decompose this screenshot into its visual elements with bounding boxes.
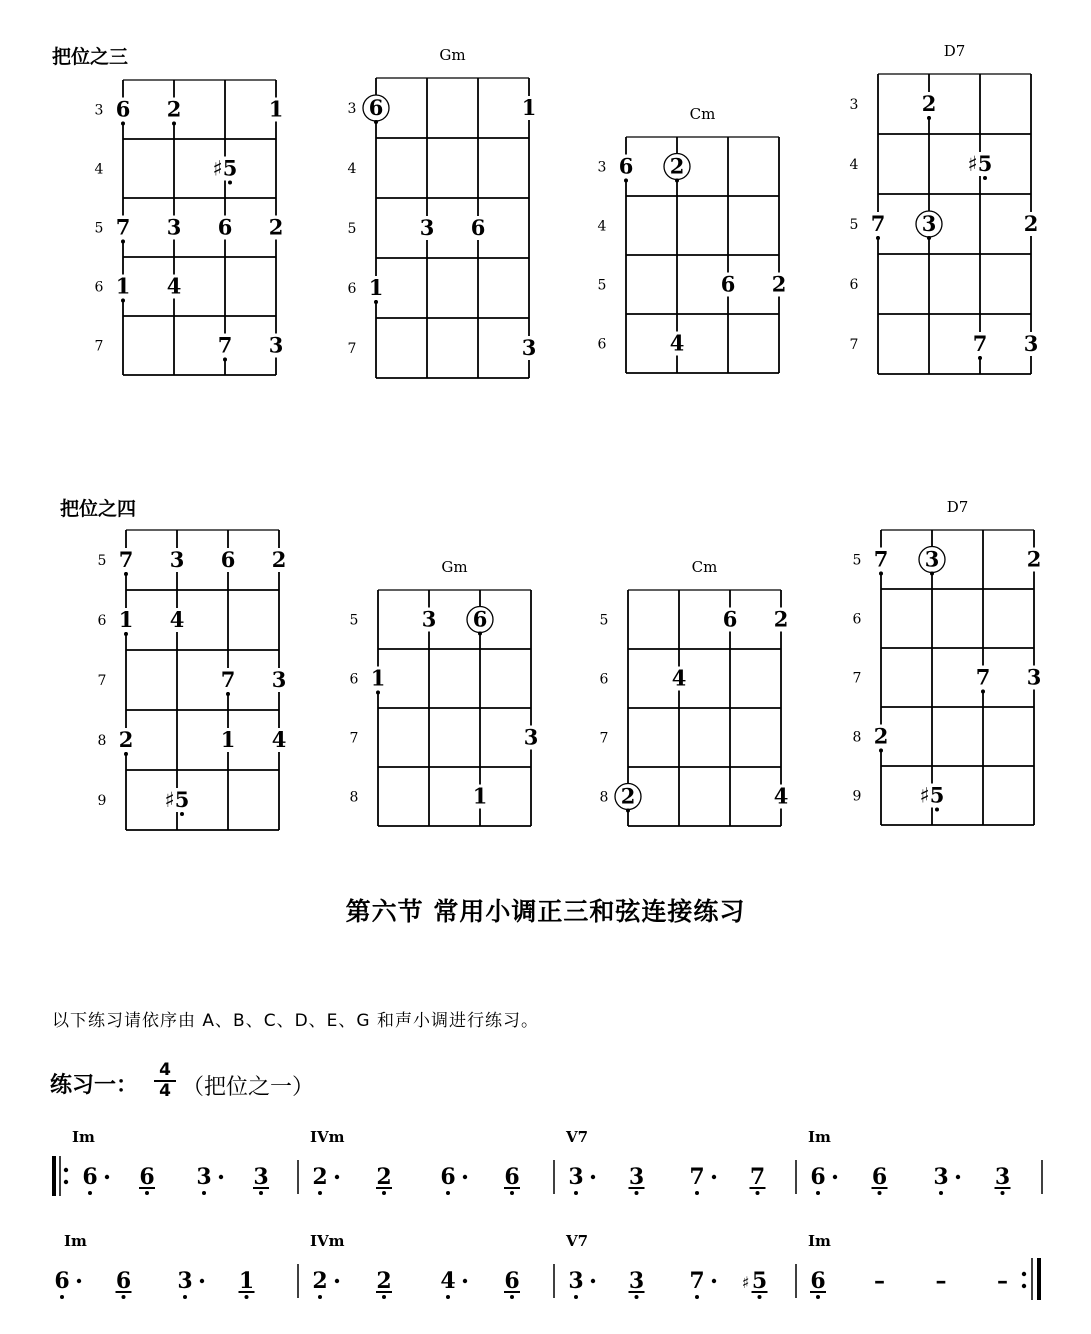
- svg-text:6: 6: [139, 1164, 155, 1190]
- fret-number: 6: [852, 611, 862, 628]
- score-note: [568, 1164, 595, 1195]
- svg-text:7: 7: [115, 214, 131, 240]
- svg-text:1: 1: [472, 783, 488, 809]
- score-note: [312, 1164, 339, 1195]
- fret-number: 5: [597, 277, 607, 294]
- svg-text:3: 3: [921, 211, 937, 236]
- svg-text:4: 4: [166, 273, 182, 299]
- svg-text:4: 4: [671, 665, 687, 691]
- chord-symbol: V7: [566, 1128, 589, 1146]
- svg-text:–: –: [997, 1268, 1008, 1294]
- fret-number: 9: [852, 788, 862, 805]
- svg-text:7: 7: [217, 332, 233, 358]
- svg-text:2: 2: [118, 727, 134, 752]
- svg-text:4: 4: [773, 783, 789, 809]
- svg-text:♯5: ♯5: [919, 782, 945, 808]
- svg-text:2: 2: [376, 1164, 392, 1190]
- svg-text:2: 2: [1026, 546, 1042, 572]
- chord-symbol: Im: [808, 1232, 831, 1250]
- score-note: [750, 1164, 766, 1195]
- score-note: [196, 1164, 223, 1195]
- svg-text:1: 1: [220, 727, 236, 752]
- svg-text:4: 4: [669, 330, 685, 356]
- section-label-position-4: 把位之四: [60, 498, 137, 520]
- svg-text:2: 2: [312, 1164, 328, 1190]
- svg-text:6: 6: [871, 1164, 888, 1190]
- fret-number: 4: [849, 157, 859, 173]
- fret-number: 5: [599, 612, 609, 629]
- svg-text:4: 4: [271, 727, 287, 752]
- svg-text:2: 2: [620, 783, 636, 809]
- score-note: [629, 1164, 645, 1195]
- svg-text:3: 3: [1026, 664, 1042, 690]
- svg-text:3: 3: [271, 667, 287, 692]
- svg-text:3: 3: [523, 724, 539, 750]
- svg-text:7: 7: [972, 331, 988, 356]
- fret-number: 8: [599, 789, 609, 806]
- svg-text:2: 2: [873, 723, 889, 749]
- fret-number: 7: [852, 670, 862, 687]
- exercise-position: （把位之一）: [182, 1075, 315, 1100]
- score-note: [689, 1268, 716, 1299]
- svg-text:5: 5: [751, 1268, 768, 1294]
- svg-text:2: 2: [773, 606, 789, 632]
- chord-symbol: IVm: [310, 1128, 345, 1146]
- svg-text:7: 7: [975, 664, 991, 690]
- svg-text:4: 4: [169, 607, 185, 632]
- time-signature-bottom: 4: [159, 1081, 171, 1101]
- svg-text:7: 7: [118, 547, 134, 572]
- svg-text:3: 3: [628, 1164, 645, 1190]
- chord-name: D7: [946, 498, 969, 516]
- svg-text:6: 6: [54, 1268, 70, 1294]
- section-label-position-3: 把位之三: [52, 46, 129, 68]
- score-note: [997, 1268, 1008, 1294]
- fret-number: 7: [97, 673, 107, 689]
- svg-text:6: 6: [618, 153, 634, 179]
- svg-text:6: 6: [720, 271, 736, 297]
- fret-number: 3: [849, 97, 859, 113]
- fret-number: 5: [849, 217, 859, 233]
- chord-name: Gm: [441, 558, 468, 576]
- score-note: [54, 1268, 81, 1299]
- score-note: [177, 1268, 204, 1299]
- fret-number: 4: [597, 218, 607, 235]
- svg-text:1: 1: [238, 1268, 255, 1294]
- svg-text:3: 3: [253, 1164, 269, 1190]
- svg-text:1: 1: [268, 96, 284, 122]
- svg-text:3: 3: [1023, 331, 1039, 356]
- svg-text:6: 6: [504, 1268, 520, 1294]
- fret-number: 6: [849, 277, 859, 293]
- fret-number: 8: [852, 729, 862, 746]
- fret-number: 6: [349, 671, 359, 688]
- svg-text:7: 7: [870, 211, 886, 236]
- fret-number: 5: [349, 612, 359, 629]
- chord-symbol: Im: [72, 1128, 95, 1146]
- chord-symbol: Im: [64, 1232, 87, 1250]
- svg-text:3: 3: [994, 1164, 1011, 1190]
- score-note: [504, 1164, 520, 1195]
- svg-text:3: 3: [421, 606, 437, 632]
- svg-text:3: 3: [521, 335, 537, 360]
- svg-text:3: 3: [933, 1164, 949, 1190]
- score-note: [874, 1268, 885, 1294]
- fret-number: 4: [94, 161, 104, 178]
- svg-text:3: 3: [568, 1268, 584, 1294]
- svg-text:6: 6: [810, 1164, 826, 1190]
- svg-text:6: 6: [472, 606, 488, 632]
- fret-number: 7: [94, 338, 104, 355]
- chord-name: Cm: [689, 105, 716, 123]
- score-note: [629, 1268, 645, 1299]
- svg-text:3: 3: [628, 1268, 645, 1294]
- exercise-label: 练习一：: [50, 1073, 139, 1098]
- fret-number: 3: [347, 101, 357, 117]
- svg-text:7: 7: [749, 1164, 766, 1190]
- score-note: [116, 1268, 132, 1299]
- chord-symbol: Im: [808, 1128, 831, 1146]
- score-note: [376, 1164, 392, 1195]
- score-note: [810, 1268, 826, 1299]
- svg-text:2: 2: [166, 96, 182, 122]
- score-note: [933, 1164, 960, 1195]
- score-note: [312, 1268, 339, 1299]
- svg-text:7: 7: [689, 1164, 705, 1190]
- svg-text:2: 2: [268, 214, 284, 240]
- svg-text:1: 1: [521, 95, 537, 120]
- svg-text:2: 2: [376, 1268, 392, 1294]
- score-note: [440, 1164, 467, 1195]
- fret-number: 7: [349, 730, 359, 747]
- svg-text:6: 6: [220, 547, 236, 572]
- fret-number: 6: [347, 281, 357, 297]
- svg-text:–: –: [935, 1268, 947, 1294]
- svg-text:6: 6: [115, 96, 131, 122]
- svg-text:1: 1: [115, 273, 131, 299]
- svg-text:2: 2: [1023, 211, 1039, 236]
- svg-text:6: 6: [504, 1164, 520, 1190]
- svg-text:6: 6: [810, 1268, 826, 1294]
- fret-number: 3: [597, 159, 607, 176]
- svg-text:3: 3: [169, 547, 185, 572]
- svg-text:1: 1: [118, 607, 134, 632]
- svg-text:2: 2: [771, 271, 787, 297]
- svg-text:7: 7: [689, 1268, 705, 1294]
- svg-text:3: 3: [419, 215, 435, 240]
- svg-text:2: 2: [312, 1268, 328, 1294]
- svg-text:3: 3: [924, 546, 940, 572]
- score-note: [253, 1164, 269, 1195]
- fret-number: 6: [597, 336, 607, 353]
- chord-symbol: V7: [566, 1232, 589, 1250]
- score-note: [139, 1164, 155, 1195]
- fret-number: 7: [599, 730, 609, 747]
- svg-text:6: 6: [368, 95, 384, 120]
- svg-text:♯5: ♯5: [164, 787, 190, 812]
- svg-text:♯5: ♯5: [967, 151, 993, 176]
- score-note: [504, 1268, 520, 1299]
- svg-text:7: 7: [220, 667, 236, 692]
- score-note: [810, 1164, 837, 1195]
- svg-text:2: 2: [921, 91, 937, 116]
- fret-number: 5: [97, 553, 107, 569]
- fret-number: 3: [94, 102, 104, 119]
- svg-text:6: 6: [440, 1164, 456, 1190]
- score-note: [689, 1164, 716, 1195]
- score-note: [239, 1268, 255, 1299]
- svg-text:4: 4: [440, 1268, 456, 1294]
- fret-number: 9: [97, 793, 107, 809]
- fret-number: 6: [94, 279, 104, 296]
- score-note: [376, 1268, 392, 1299]
- svg-text:3: 3: [268, 332, 284, 358]
- score-note: [995, 1164, 1011, 1195]
- time-signature-top: 4: [159, 1060, 171, 1080]
- score-note: [440, 1268, 467, 1299]
- svg-text:3: 3: [568, 1164, 584, 1190]
- svg-text:1: 1: [368, 275, 384, 300]
- svg-text:♯: ♯: [741, 1273, 750, 1292]
- chord-name: Cm: [691, 558, 718, 576]
- svg-text:1: 1: [370, 665, 386, 691]
- score-note: [82, 1164, 109, 1195]
- svg-text:7: 7: [873, 546, 889, 572]
- score-note: [742, 1268, 768, 1299]
- fret-number: 8: [97, 733, 107, 749]
- fret-number: 5: [347, 221, 357, 237]
- score-note: [872, 1164, 888, 1195]
- fret-number: 6: [97, 613, 107, 629]
- fret-number: 5: [852, 552, 862, 569]
- score-note: [568, 1268, 595, 1299]
- svg-text:2: 2: [669, 153, 685, 179]
- section-title: 第六节 常用小调正三和弦连接练习: [345, 897, 746, 926]
- chord-name: D7: [943, 42, 966, 60]
- svg-text:6: 6: [115, 1268, 132, 1294]
- fret-number: 4: [347, 161, 357, 177]
- fret-number: 6: [599, 671, 609, 688]
- svg-text:2: 2: [271, 547, 287, 572]
- intro-text: 以下练习请依序由 A、B、C、D、E、G 和声小调进行练习。: [52, 1011, 539, 1031]
- svg-text:♯5: ♯5: [212, 155, 238, 181]
- svg-text:6: 6: [722, 606, 738, 632]
- chord-name: Gm: [439, 46, 466, 64]
- svg-text:6: 6: [82, 1164, 98, 1190]
- svg-text:–: –: [874, 1268, 885, 1294]
- svg-text:3: 3: [196, 1164, 212, 1190]
- score-note: [936, 1268, 947, 1294]
- chord-symbol: IVm: [310, 1232, 345, 1250]
- fret-number: 8: [349, 789, 359, 806]
- svg-text:6: 6: [470, 215, 486, 240]
- svg-text:6: 6: [217, 214, 233, 240]
- fret-number: 7: [347, 341, 357, 357]
- fret-number: 7: [849, 337, 859, 353]
- fret-number: 5: [94, 220, 104, 237]
- svg-text:3: 3: [166, 214, 182, 240]
- svg-text:3: 3: [177, 1268, 193, 1294]
